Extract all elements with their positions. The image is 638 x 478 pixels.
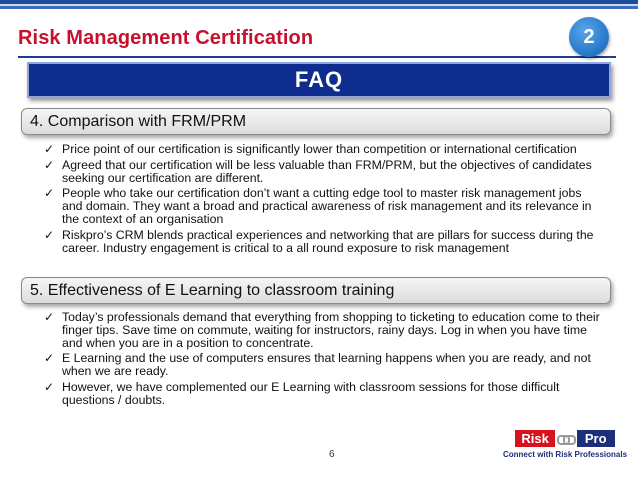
checkmark-icon: ✓ — [44, 379, 55, 394]
page-number: 6 — [329, 449, 335, 460]
title-underline — [18, 56, 616, 58]
bullet-text: Today’s professionals demand that everything from shopping to ticketing to education come to their finger tips. Save time on commute, waiting for instructors, rainy days. Log in when you have time and when you are in a position to concentrate. — [62, 310, 600, 350]
bullet-item — [44, 381, 604, 407]
bullet-text: E Learning and the use of computers ensures that learning happens when you are ready, and not when we are ready. — [62, 351, 591, 379]
checkmark-icon: ✓ — [44, 310, 55, 324]
bullet-text: However, we have complemented our E Learning with classroom sessions for those difficult questions / doubts. — [62, 379, 560, 407]
bullet-item — [44, 229, 604, 255]
bullet-text: Price point of our certification is significantly lower than competition or international certification — [62, 142, 577, 156]
checkmark-icon: ✓ — [44, 186, 55, 201]
logo-tagline: Connect with Risk Professionals — [502, 450, 628, 459]
bullet-list-comparison — [44, 143, 604, 257]
faq-banner: FAQ — [27, 62, 611, 98]
bullet-list-elearning — [44, 311, 604, 410]
chain-link-icon — [557, 434, 575, 444]
logo-pro-text: Pro — [577, 430, 615, 447]
checkmark-icon: ✓ — [44, 227, 55, 242]
checkmark-icon: ✓ — [44, 142, 55, 156]
slide-title: Risk Management Certification — [18, 27, 314, 49]
logo-wordmark — [497, 430, 633, 447]
bullet-item — [44, 143, 604, 156]
top-stripe — [0, 0, 638, 10]
checkmark-icon: ✓ — [44, 157, 55, 172]
bullet-item — [44, 311, 604, 349]
logo-risk-text: Risk — [515, 430, 554, 447]
bullet-text: Riskpro’s CRM blends practical experiences and networking that are pillars for success during the career. Industry engagement is critical to a all round exposure to risk management — [62, 227, 594, 255]
checkmark-icon: ✓ — [44, 351, 55, 366]
riskpro-logo — [497, 430, 633, 459]
top-stripe-mid — [0, 6, 638, 9]
bullet-item — [44, 159, 604, 185]
bullet-item — [44, 352, 604, 378]
section-header-elearning: 5. Effectiveness of E Learning to classroom training — [21, 277, 611, 304]
bullet-item — [44, 187, 604, 225]
bullet-text: People who take our certification don’t want a cutting edge tool to master risk management jobs and domain. They want a broad and practical awareness of risk management and its relevance in the context of an organisation — [62, 186, 592, 226]
section-header-comparison: 4. Comparison with FRM/PRM — [21, 108, 611, 135]
bullet-text: Agreed that our certification will be less valuable than FRM/PRM, but the objectives of candidates seeking our certification are different. — [62, 157, 592, 185]
slide-number-badge: 2 — [569, 17, 609, 57]
